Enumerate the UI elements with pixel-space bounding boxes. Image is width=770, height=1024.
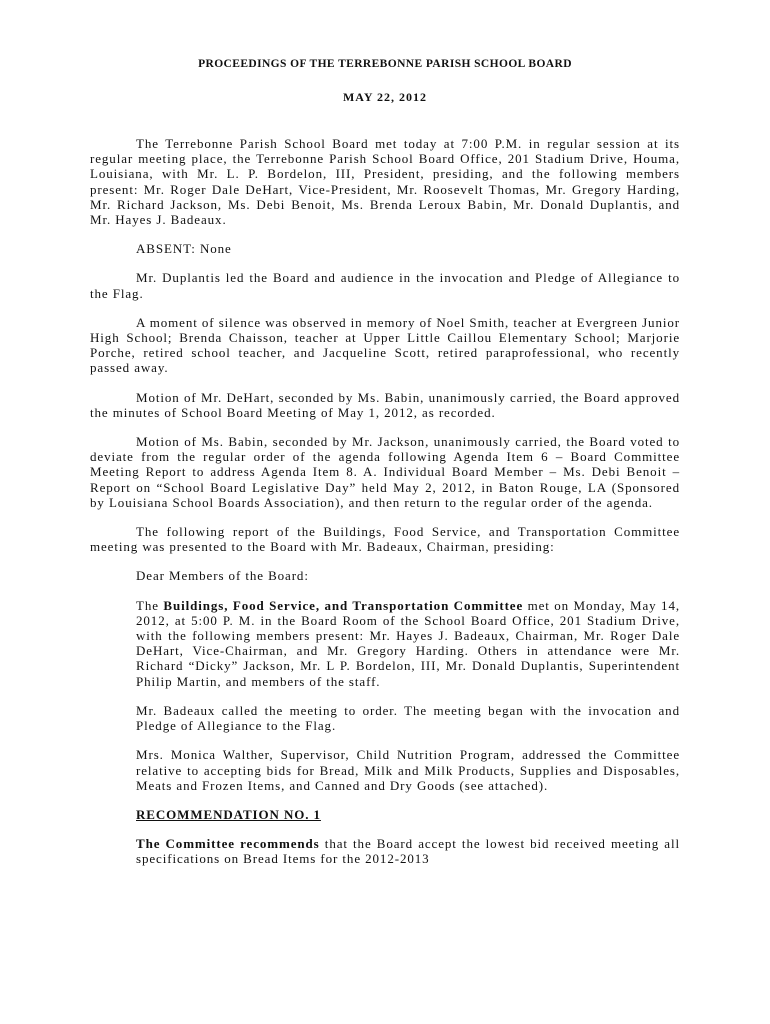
report-intro-paragraph: The following report of the Buildings, Food Service, and Transportation Committee meeting was presented to the Board with Mr. Badeaux, Chairman, presiding: [90, 524, 680, 555]
committee-lead: The [136, 597, 164, 613]
committee-rest: met on Monday, May 14, 2012, at 5:00 P. M. in the Board Room of the School Board Office, 201 Stadium Drive, with the following members present: Mr. Hayes J. Badeaux, Chairman, Mr. Roger Dale DeHart, Vice-Chairman, and Mr. Gregory Harding. Others in attendance were Mr. Richard “Dicky” Jackson, Mr. L P. Bordelon, III, Mr. Donald Duplantis, Superintendent Philip Martin, and members of the staff. [136, 597, 680, 689]
deviate-motion-paragraph: Motion of Ms. Babin, seconded by Mr. Jackson, unanimously carried, the Board voted to deviate from the regular order of the agenda following Agenda Item 6 – Board Committee Meeting Report to address Agenda Item 8. A. Individual Board Member – Ms. Debi Benoit – Report on “School Board Legislative Day” held May 2, 2012, in Baton Rouge, LA (Sponsored by Louisiana School Boards Association), and then return to the regular order of the agenda. [90, 434, 680, 510]
silence-paragraph: A moment of silence was observed in memory of Noel Smith, teacher at Evergreen Junior High School; Brenda Chaisson, teacher at Upper Little Caillou Elementary School; Marjorie Porche, retired school teacher, and Jacqueline Scott, retired paraprofessional, who recently passed away. [90, 314, 680, 376]
absent-line: ABSENT: None [136, 241, 232, 257]
recommendation-paragraph [136, 836, 680, 866]
document-title: PROCEEDINGS OF THE TERREBONNE PARISH SCHOOL BOARD [198, 58, 572, 70]
recommendation-lead: The Committee recommends [136, 836, 320, 852]
meeting-date: MAY 22, 2012 [342, 90, 428, 104]
committee-paragraph [136, 598, 680, 689]
document-page [90, 58, 680, 867]
recommendation-rest: that the Board accept the lowest bid received meeting all specifications on Bread Items for the 2012-2013 [136, 836, 680, 867]
opening-paragraph: The Terrebonne Parish School Board met today at 7:00 P.M. in regular session at its regular meeting place, the Terrebonne Parish School Board Office, 201 Stadium Drive, Houma, Louisiana, with Mr. L. P. Bordelon, III, President, presiding, and the following members present: Mr. Roger Dale DeHart, Vice-President, Mr. Roosevelt Thomas, Mr. Gregory Harding, Mr. Richard Jackson, Ms. Debi Benoit, Ms. Brenda Leroux Babin, Mr. Donald Duplantis, and Mr. Hayes J. Badeaux. [90, 136, 680, 228]
walther-paragraph: Mrs. Monica Walther, Supervisor, Child Nutrition Program, addressed the Committee relative to accepting bids for Bread, Milk and Milk Products, Supplies and Disposables, Meats and Frozen Items, and Canned and Dry Goods (see attached). [136, 747, 680, 793]
committee-name: Buildings, Food Service, and Transportation Committee [163, 597, 524, 613]
recommendation-heading: RECOMMENDATION NO. 1 [136, 806, 321, 822]
salutation: Dear Members of the Board: [136, 568, 309, 584]
minutes-motion-paragraph: Motion of Mr. DeHart, seconded by Ms. Babin, unanimously carried, the Board approved the minutes of School Board Meeting of May 1, 2012, as recorded. [90, 389, 680, 420]
invocation-paragraph: Mr. Duplantis led the Board and audience in the invocation and Pledge of Allegiance to the Flag. [90, 270, 680, 301]
called-to-order-paragraph: Mr. Badeaux called the meeting to order. The meeting began with the invocation and Pledge of Allegiance to the Flag. [136, 702, 680, 734]
